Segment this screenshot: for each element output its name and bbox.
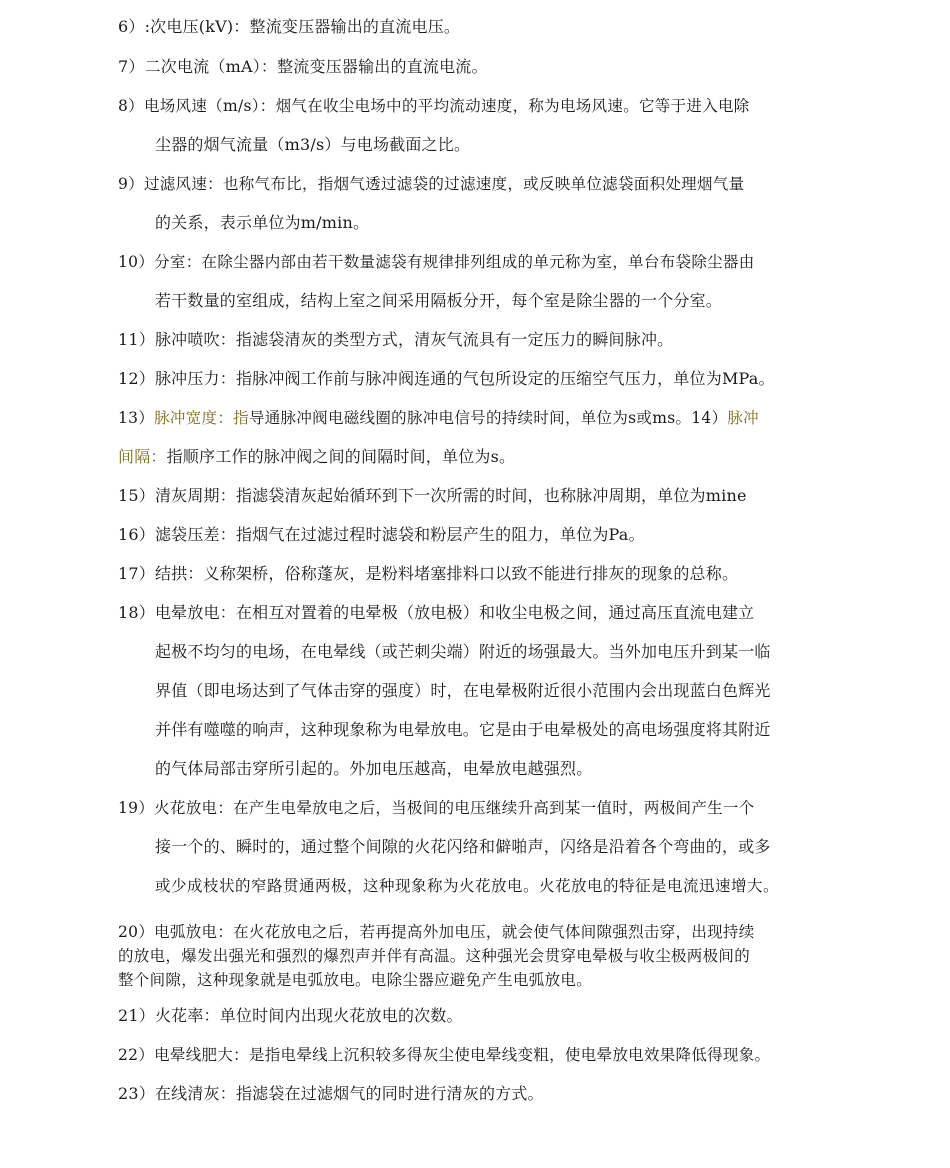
- item-14-definition: 指顺序工作的脉冲阀之间的间隔时间，单位为s。: [166, 447, 516, 466]
- item-10-line-2: 若干数量的室组成，结构上室之间采用隔板分开，每个室是除尘器的一个分室。: [155, 291, 723, 310]
- item-14-term-start: 脉冲: [727, 409, 759, 427]
- item-10-line-1: 10）分室：在除尘器内部由若干数量滤袋有规律排列组成的单元称为室，单台布袋除尘器由: [118, 253, 755, 271]
- item-18-line-3: 界值（即电场达到了气体击穿的强度）时，在电晕极附近很小范围内会出现蓝白色辉光: [155, 681, 771, 700]
- item-19-line-2: 接一个的、瞬时的，通过整个间隙的火花闪络和僻啪声，闪络是沿着各个弯曲的，或多: [155, 837, 771, 856]
- item-19-line-3: 或少成枝状的窄路贯通两极，这种现象称为火花放电。火花放电的特征是电流迅速增大。: [155, 877, 780, 895]
- item-20-line-3: 整个间隙，这种现象就是电弧放电。电除尘器应避免产生电弧放电。: [118, 971, 593, 989]
- item-7-line: 7）二次电流（mA）：整流变压器输出的直流电流。: [118, 57, 488, 76]
- item-22-line: 22）电晕线肥大：是指电晕线上沉积较多得灰尘使电晕线变粗，使电晕放电效果降低得现象。: [118, 1046, 771, 1064]
- item-13-definition: 导通脉冲阀电磁线圈的脉冲电信号的持续时间，单位为s或ms。14）: [248, 409, 728, 427]
- item-20-line-2: 的放电，爆发出强光和强烈的爆烈声并伴有高温。这种强光会贯穿电晕极与收尘极两极间的: [118, 947, 751, 965]
- item-17-line: 17）结拱：义称架桥，俗称蓬灰，是粉料堵塞排料口以致不能进行排灰的现象的总称。: [118, 564, 739, 583]
- item-20-line-1: 20）电弧放电：在火花放电之后，若再提高外加电压，就会使气体间隙强烈击穿，出现持续: [118, 923, 755, 941]
- item-9-line-1: 9）过滤风速：也称气布比，指烟气透过滤袋的过滤速度，或反映单位滤袋面积处理烟气量: [118, 175, 745, 193]
- item-14-line: [118, 447, 515, 467]
- item-18-line-2: 起极不均匀的电场，在电晕线（或芒刺尖端）附近的场强最大。当外加电压升到某一临: [155, 642, 771, 661]
- item-18-line-1: 18）电晕放电：在相互对置着的电晕极（放电极）和收尘电极之间，通过高压直流电建立: [118, 603, 755, 622]
- item-18-line-5: 的气体局部击穿所引起的。外加电压越高，电晕放电越强烈。: [155, 759, 593, 778]
- item-13-number: 13）: [118, 409, 155, 427]
- item-14-term-end: 间隔：: [118, 447, 167, 466]
- item-6-line: 6）:次电压(kV)：整流变压器输出的直流电压。: [118, 17, 461, 36]
- item-15-line: 15）清灰周期：指滤袋清灰起始循环到下一次所需的时间，也称脉冲周期，单位为mine: [118, 486, 747, 505]
- item-12-line: 12）脉冲压力：指脉冲阀工作前与脉冲阀连通的气包所设定的压缩空气压力，单位为MPa。: [118, 369, 775, 388]
- item-18-line-4: 并伴有噬噬的响声，这种现象称为电晕放电。它是由于电晕极处的高电场强度将其附近: [155, 720, 771, 739]
- item-19-line-1: 19）火花放电：在产生电晕放电之后，当极间的电压继续升高到某一值时，两极间产生一个: [118, 799, 755, 817]
- item-13-line-1: [118, 408, 759, 428]
- item-13-term: 脉冲宽度：指: [154, 409, 249, 427]
- item-11-line: 11）脉冲喷吹：指滤袋清灰的类型方式，清灰气流具有一定压力的瞬间脉冲。: [118, 330, 674, 349]
- item-8-line-2: 尘器的烟气流量（m3/s）与电场截面之比。: [155, 135, 471, 154]
- item-8-line-1: 8）电场风速（m/s）：烟气在收尘电场中的平均流动速度，称为电场风速。它等于进入电除: [118, 97, 750, 115]
- item-9-line-2: 的关系，表示单位为m/min。: [155, 213, 370, 232]
- item-16-line: 16）滤袋压差：指烟气在过滤过程时滤袋和粉层产生的阻力，单位为Pa。: [118, 525, 645, 544]
- item-23-line: 23）在线清灰：指滤袋在过滤烟气的同时进行清灰的方式。: [118, 1084, 544, 1103]
- item-21-line: 21）火花率：单位时间内出现火花放电的次数。: [118, 1006, 463, 1025]
